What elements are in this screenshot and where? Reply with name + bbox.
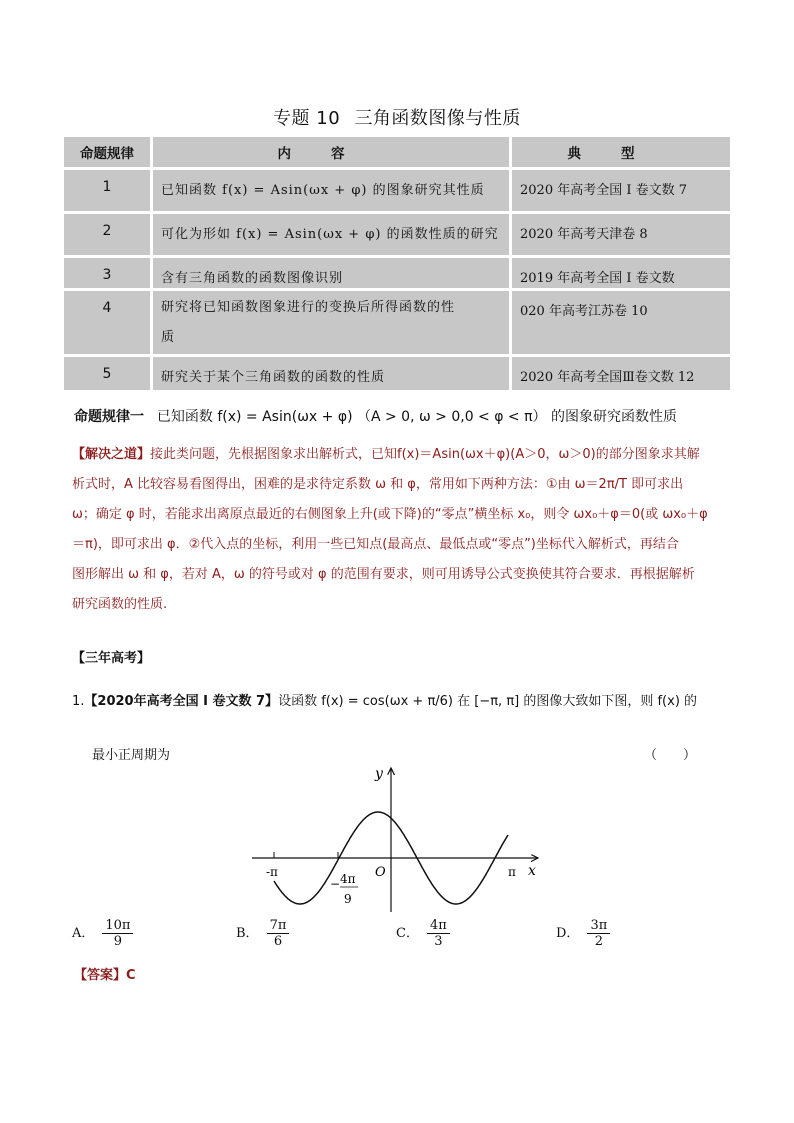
row-example: 2019 年高考全国 Ⅰ 卷文数	[512, 258, 730, 291]
cosine-graph	[240, 760, 550, 920]
section-title: 【三年高考】	[72, 651, 151, 666]
row-example: 2020 年高考天津卷 8	[512, 214, 730, 258]
question-text: 设函数 f(x) = cos(ωx + π/6) 在 [−π, π] 的图像大致如下图，则 f(x) 的	[278, 694, 698, 709]
x-axis-label: x	[528, 863, 536, 879]
header-content: 内容	[153, 137, 512, 170]
row-example: 2020 年高考全国 Ⅰ 卷文数 7	[512, 170, 730, 214]
zero-numerator: 4π	[340, 872, 356, 886]
answer-value: C	[126, 968, 136, 983]
page-title	[0, 104, 794, 130]
origin-label: O	[375, 865, 386, 880]
row-num: 1	[64, 170, 153, 214]
row-num: 4	[64, 291, 153, 357]
row-content	[153, 291, 512, 357]
option-numerator: 3π	[587, 918, 610, 934]
row-example: 2020 年高考全国Ⅲ卷文数 12	[512, 357, 730, 393]
neg-pi-label: -π	[266, 865, 278, 879]
solution-line: 析式时，A 比较容易看图得出，困难的是求待定系数 ω 和 φ，常用如下两种方法：①由 ω＝2π/T 即可求出	[72, 477, 684, 492]
option-numerator: 7π	[267, 918, 290, 934]
zero-denominator: 9	[344, 892, 352, 906]
rule-one-label: 命题规律一	[74, 409, 144, 425]
row-content	[153, 170, 512, 214]
row-content-text: 已知函数 f(x) = Asin(ωx + φ) 的图象研究其性质	[161, 183, 485, 198]
row-content	[153, 357, 512, 393]
row-content-text: 研究关于某个三角函数的函数的性质	[161, 370, 386, 385]
row-num: 5	[64, 357, 153, 393]
solution-line: ＝π)，即可求出 φ．②代入点的坐标，利用一些已知点(最高点、最低点或“零点”)坐标代入解析式，再结合	[72, 537, 679, 552]
row-content-text: 可化为形如 f(x) = Asin(ωx + φ) 的函数性质的研究	[161, 227, 499, 242]
option-denominator: 9	[113, 934, 123, 949]
solution-line: 接此类问题，先根据图象求出解析式，已知f(x)＝Asin(ωx＋φ)(A＞0，ω＞0)的部分图象求其解	[150, 447, 700, 462]
y-axis-label: y	[375, 766, 383, 782]
row-content-text: 研究将已知函数图象进行的变换后所得函数的性	[161, 300, 456, 315]
option-a[interactable]	[72, 918, 133, 949]
option-numerator: 10π	[102, 918, 133, 934]
option-b[interactable]	[236, 918, 289, 949]
table-row	[64, 214, 730, 258]
option-d[interactable]	[556, 918, 610, 949]
option-letter: C．	[396, 926, 419, 941]
solution-approach	[72, 440, 726, 620]
option-letter: D．	[556, 926, 580, 941]
row-content	[153, 258, 512, 291]
table-row	[64, 291, 730, 357]
zero-sign: −	[330, 877, 341, 891]
solution-tag: 【解决之道】	[72, 447, 151, 462]
option-denominator: 6	[273, 934, 283, 949]
row-content	[153, 214, 512, 258]
solution-line: 图形解出 ω 和 φ，若对 A，ω 的符号或对 φ 的范围有要求，则可用诱导公式变换使其符合要求．再根据解析	[72, 567, 695, 582]
option-c[interactable]	[396, 918, 450, 949]
solution-line: ω；确定 φ 时，若能求出离原点最近的右侧图象上升(或下降)的“零点”横坐标 x₀，则令 ωx₀＋φ＝0(或 ωx₀＋φ	[72, 507, 708, 522]
table-row	[64, 170, 730, 214]
question-source: 【2020年高考全国 I 卷文数 7】	[84, 694, 279, 709]
option-numerator: 4π	[427, 918, 450, 934]
option-denominator: 2	[594, 934, 603, 949]
row-example: 020 年高考江苏卷 10	[512, 291, 730, 357]
question-number: 1.	[72, 694, 85, 709]
header-rule: 命题规律	[64, 137, 153, 170]
question-stem	[72, 690, 697, 709]
rules-table	[64, 137, 730, 393]
rule-one-heading	[74, 406, 677, 426]
page-title-label: 专题 10	[273, 108, 341, 129]
table-row	[64, 258, 730, 291]
option-denominator: 3	[434, 934, 443, 949]
answer-tag: 【答案】	[74, 968, 127, 983]
table-header-row	[64, 137, 730, 170]
answer	[74, 964, 136, 983]
rule-one-text: 已知函数 f(x) = Asin(ωx + φ) （A > 0, ω > 0,0 < φ < π） 的图象研究函数性质	[156, 409, 677, 425]
answer-bracket: （ ）	[644, 748, 697, 763]
header-example: 典型	[512, 137, 730, 170]
option-letter: B．	[236, 926, 259, 941]
solution-line: 研究函数的性质.	[72, 597, 168, 612]
row-num: 3	[64, 258, 153, 291]
row-content-text-2: 质	[161, 330, 176, 345]
option-letter: A．	[72, 926, 95, 941]
question-tail: 最小正周期为	[92, 748, 171, 763]
pi-label: π	[508, 865, 516, 879]
table-row	[64, 357, 730, 393]
page-title-name: 三角函数图像与性质	[354, 108, 521, 129]
row-num: 2	[64, 214, 153, 258]
row-content-text: 含有三角函数的函数图像识别	[161, 271, 344, 286]
